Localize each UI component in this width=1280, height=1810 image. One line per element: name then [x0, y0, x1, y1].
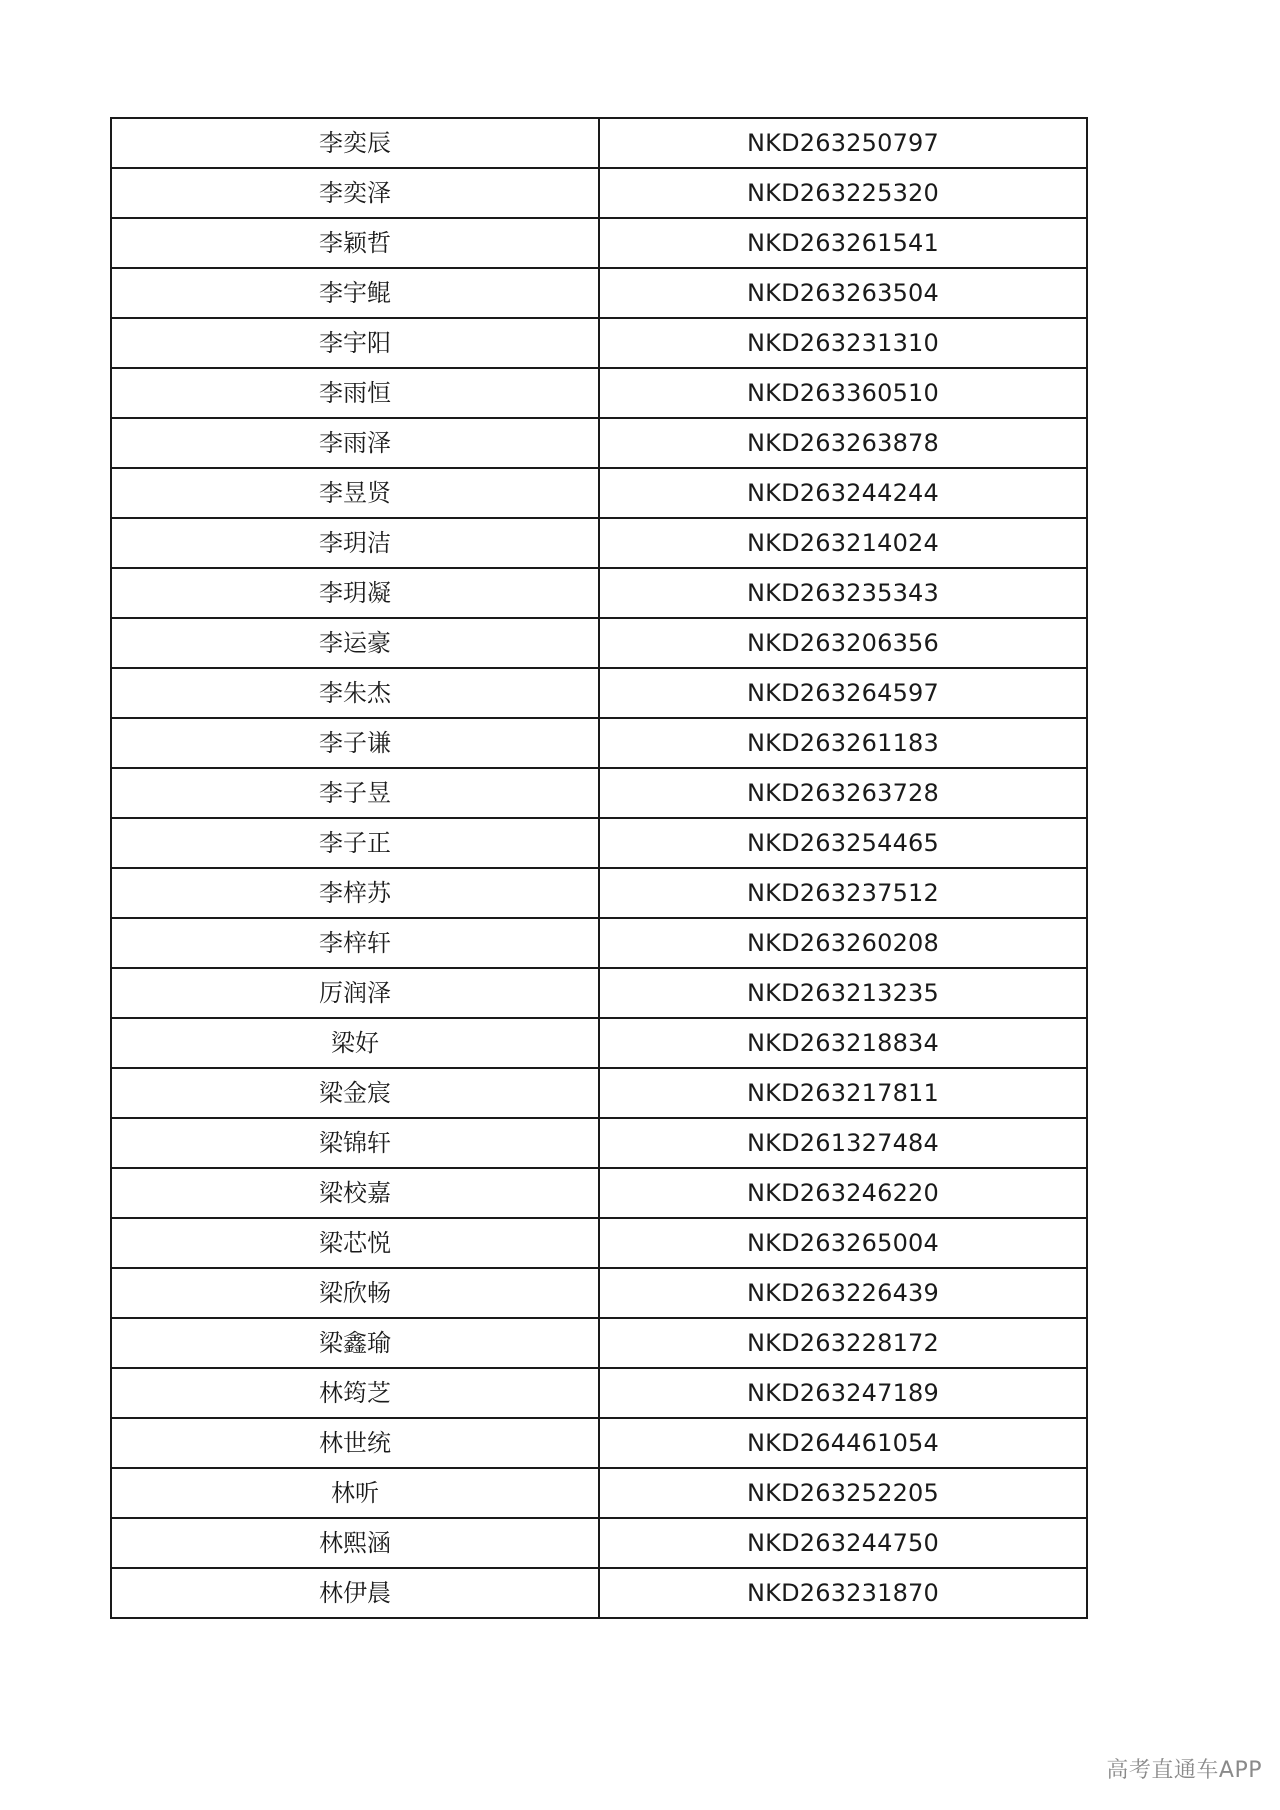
table-row [111, 518, 1087, 568]
student-id-cell: NKD263252205 [599, 1468, 1087, 1518]
student-name-cell: 李梓苏 [111, 868, 599, 918]
table-row [111, 418, 1087, 468]
table-row [111, 668, 1087, 718]
student-id-cell: NKD263250797 [599, 118, 1087, 168]
student-name-cell: 林筠芝 [111, 1368, 599, 1418]
student-name-cell: 李子昱 [111, 768, 599, 818]
student-id-cell: NKD263254465 [599, 818, 1087, 868]
student-id-cell: NKD263261541 [599, 218, 1087, 268]
table-row [111, 868, 1087, 918]
student-id-cell: NKD263360510 [599, 368, 1087, 418]
student-name-cell: 李奕辰 [111, 118, 599, 168]
student-name-cell: 李玥凝 [111, 568, 599, 618]
table-row [111, 468, 1087, 518]
table-row [111, 368, 1087, 418]
student-id-cell: NKD263264597 [599, 668, 1087, 718]
table-row [111, 1068, 1087, 1118]
student-id-cell: NKD263235343 [599, 568, 1087, 618]
student-name-cell: 李颖哲 [111, 218, 599, 268]
student-id-cell: NKD263213235 [599, 968, 1087, 1018]
student-name-cell: 梁金宸 [111, 1068, 599, 1118]
student-name-cell: 李奕泽 [111, 168, 599, 218]
student-id-cell: NKD263261183 [599, 718, 1087, 768]
student-id-cell: NKD263206356 [599, 618, 1087, 668]
student-name-cell: 林熙涵 [111, 1518, 599, 1568]
student-id-cell: NKD263225320 [599, 168, 1087, 218]
student-name-cell: 李雨泽 [111, 418, 599, 468]
roster-table-body [111, 118, 1087, 1618]
student-id-cell: NKD263263878 [599, 418, 1087, 468]
student-name-cell: 梁好 [111, 1018, 599, 1068]
student-name-cell: 李宇阳 [111, 318, 599, 368]
table-row [111, 1218, 1087, 1268]
student-name-cell: 梁锦轩 [111, 1118, 599, 1168]
table-row [111, 718, 1087, 768]
roster-table [110, 117, 1088, 1619]
table-row [111, 1168, 1087, 1218]
table-row [111, 1118, 1087, 1168]
student-name-cell: 李运豪 [111, 618, 599, 668]
student-name-cell: 李梓轩 [111, 918, 599, 968]
table-row [111, 168, 1087, 218]
student-id-cell: NKD263247189 [599, 1368, 1087, 1418]
student-name-cell: 梁欣畅 [111, 1268, 599, 1318]
student-name-cell: 李朱杰 [111, 668, 599, 718]
table-row [111, 1468, 1087, 1518]
student-id-cell: NKD263217811 [599, 1068, 1087, 1118]
student-name-cell: 厉润泽 [111, 968, 599, 1018]
student-name-cell: 梁芯悦 [111, 1218, 599, 1268]
student-id-cell: NKD263237512 [599, 868, 1087, 918]
watermark-text: 高考直通车APP [1106, 1758, 1262, 1783]
table-row [111, 118, 1087, 168]
student-id-cell: NKD261327484 [599, 1118, 1087, 1168]
table-row [111, 768, 1087, 818]
table-row [111, 1268, 1087, 1318]
table-row [111, 218, 1087, 268]
student-name-cell: 李子正 [111, 818, 599, 868]
student-name-cell: 梁鑫瑜 [111, 1318, 599, 1368]
table-row [111, 568, 1087, 618]
student-id-cell: NKD263246220 [599, 1168, 1087, 1218]
table-row [111, 918, 1087, 968]
student-id-cell: NKD263260208 [599, 918, 1087, 968]
student-id-cell: NKD263244750 [599, 1518, 1087, 1568]
student-id-cell: NKD263244244 [599, 468, 1087, 518]
student-name-cell: 李玥洁 [111, 518, 599, 568]
student-id-cell: NKD263228172 [599, 1318, 1087, 1368]
student-name-cell: 李子谦 [111, 718, 599, 768]
student-name-cell: 李雨恒 [111, 368, 599, 418]
student-id-cell: NKD264461054 [599, 1418, 1087, 1468]
student-id-cell: NKD263218834 [599, 1018, 1087, 1068]
table-row [111, 318, 1087, 368]
student-id-cell: NKD263226439 [599, 1268, 1087, 1318]
table-row [111, 1368, 1087, 1418]
table-row [111, 1568, 1087, 1618]
student-name-cell: 李宇鲲 [111, 268, 599, 318]
table-row [111, 1518, 1087, 1568]
table-row [111, 618, 1087, 668]
table-row [111, 968, 1087, 1018]
table-row [111, 1018, 1087, 1068]
student-name-cell: 林世统 [111, 1418, 599, 1468]
student-id-cell: NKD263231870 [599, 1568, 1087, 1618]
student-name-cell: 林听 [111, 1468, 599, 1518]
table-row [111, 818, 1087, 868]
student-name-cell: 林伊晨 [111, 1568, 599, 1618]
table-row [111, 1318, 1087, 1368]
student-id-cell: NKD263263728 [599, 768, 1087, 818]
student-id-cell: NKD263265004 [599, 1218, 1087, 1268]
table-row [111, 268, 1087, 318]
student-id-cell: NKD263231310 [599, 318, 1087, 368]
student-id-cell: NKD263214024 [599, 518, 1087, 568]
student-name-cell: 李昱贤 [111, 468, 599, 518]
table-row [111, 1418, 1087, 1468]
student-id-cell: NKD263263504 [599, 268, 1087, 318]
student-name-cell: 梁校嘉 [111, 1168, 599, 1218]
